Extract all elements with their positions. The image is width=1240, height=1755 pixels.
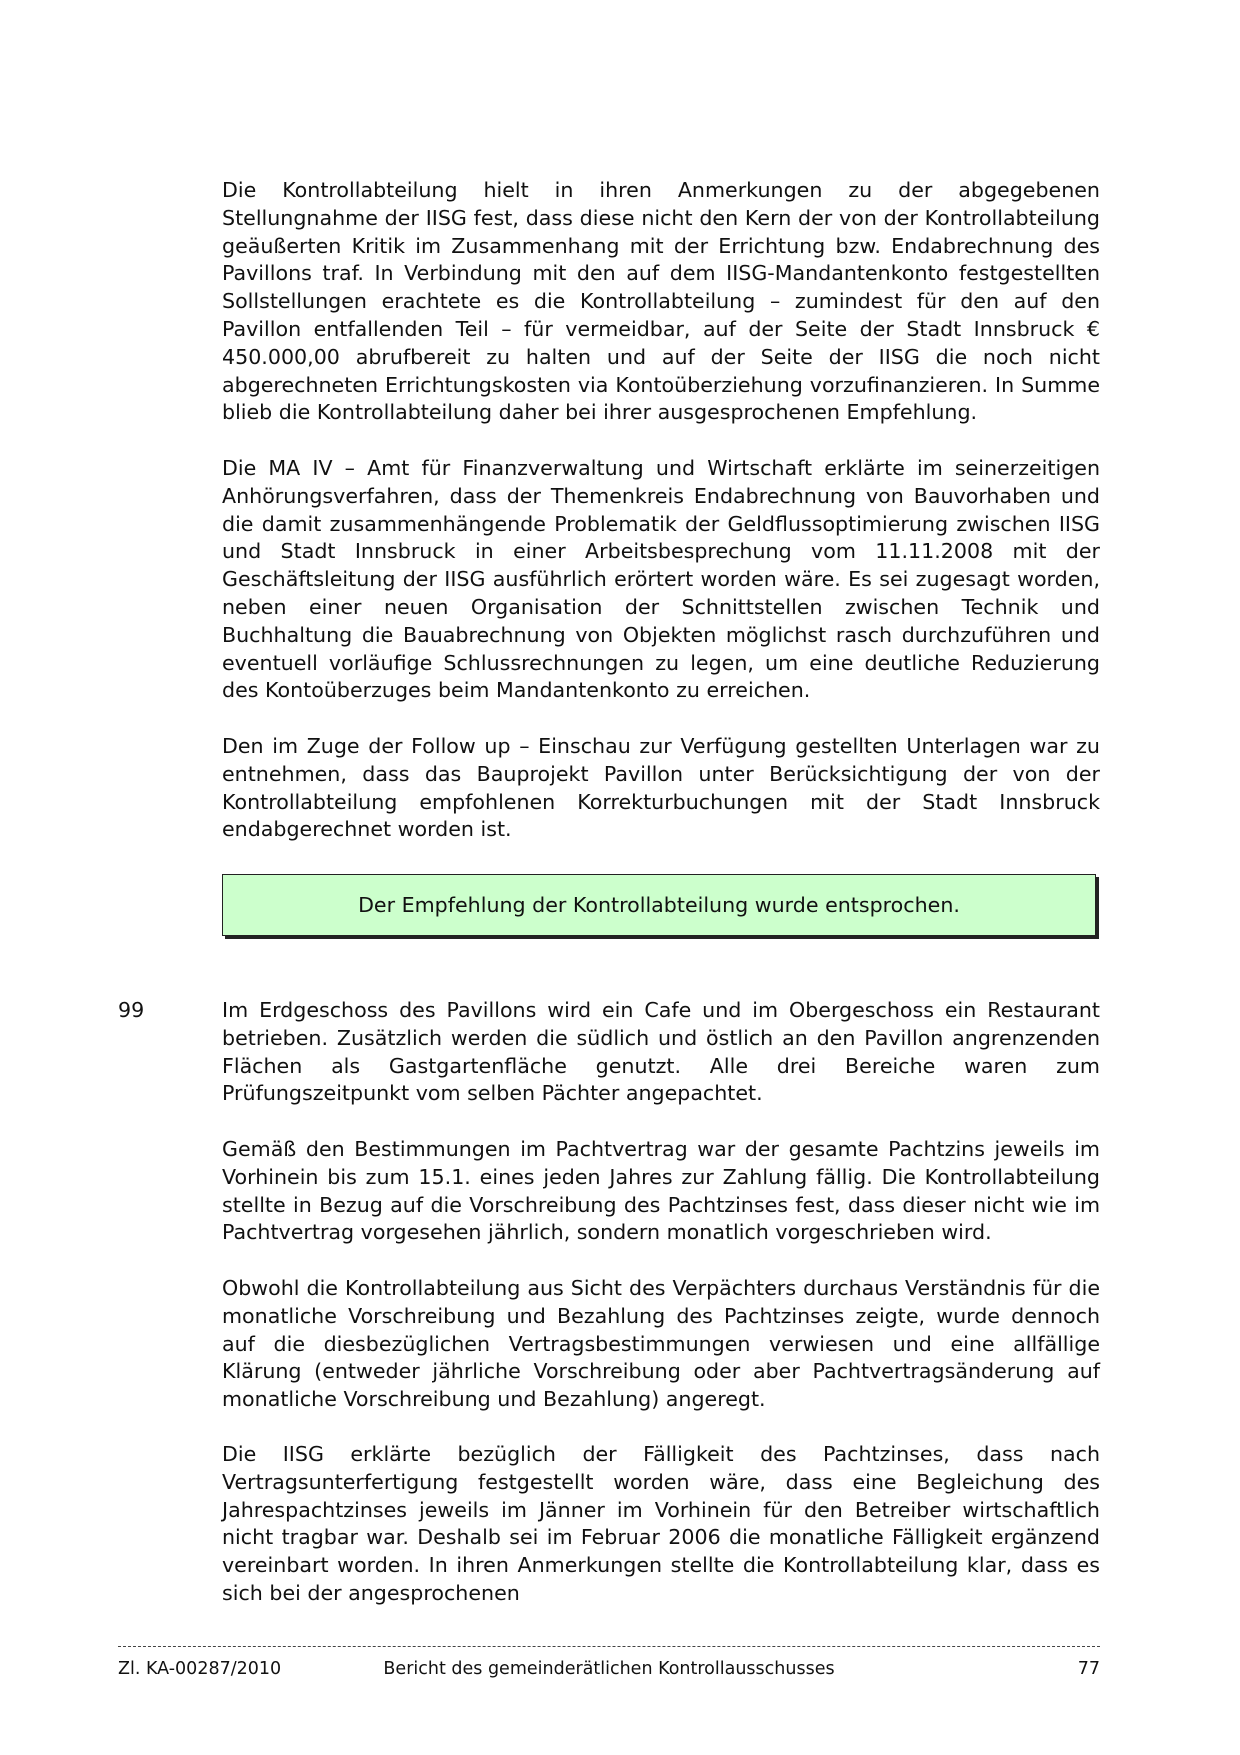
paragraph-pavillon-betrieb: Im Erdgeschoss des Pavillons wird ein Cafe und im Obergeschoss ein Restaurant betrieben. Zusätzlich werden die südlich und östlich an den Pavillon angrenzenden Flächen als Gastgartenfläche genutzt. Alle drei Bereiche waren zum Prüfungszeitpunkt vom selben Pächter angepachtet. [222,998,1100,1106]
footer-reference: Zl. KA-00287/2010 [118,1659,282,1679]
recommendation-status-text: Der Empfehlung der Kontrollabteilung wurde entsprochen. [358,893,960,917]
footer-title: Bericht des gemeinderätlichen Kontrollausschusses [383,1659,835,1679]
page-number: 77 [1077,1659,1100,1679]
paragraph-stellungnahme: Die Kontrollabteilung hielt in ihren Anmerkungen zu der abgegebenen Stellungnahme der IISG fest, dass diese nicht den Kern der von der Kontrollabteilung geäußerten Kritik im Zusammenhang mit der Errichtung bzw. Endabrechnung des Pavillons traf. In Verbindung mit den auf dem IISG-Mandantenkonto festgestellten Sollstellungen erachtete es die Kontrollabteilung – zumindest für den auf den Pavillon entfallenden Teil – für vermeidbar, auf der Seite der Stadt Innsbruck € 450.000,00 abrufbereit zu halten und auf der Seite der IISG die noch nicht abgerechneten Errichtungskosten via Kontoüberziehung vorzufinanzieren. In Summe blieb die Kontrollabteilung daher bei ihrer ausgesprochenen Empfehlung. [222,178,1100,425]
paragraph-ma-iv: Die MA IV – Amt für Finanzverwaltung und Wirtschaft erklärte im seinerzeitigen Anhörungsverfahren, dass der Themenkreis Endabrechnung von Bauvorhaben und die damit zusammenhängende Problematik der Geldflussoptimierung zwischen IISG und Stadt Innsbruck in einer Arbeitsbesprechung vom 11.11.2008 mit der Geschäftsleitung der IISG ausführlich erörtert worden wäre. Es sei zugesagt worden, neben einer neuen Organisation der Schnittstellen zwischen Technik und Buchhaltung die Bauabrechnung von Objekten möglichst rasch durchzuführen und eventuell vorläufige Schlussrechnungen zu legen, um eine deutliche Reduzierung des Kontoüberzuges beim Mandantenkonto zu erreichen. [222,456,1100,703]
paragraph-follow-up: Den im Zuge der Follow up – Einschau zur Verfügung gestellten Unterlagen war zu entnehmen, dass das Bauprojekt Pavillon unter Berücksichtigung der von der Kontrollabteilung empfohlenen Korrekturbuchungen mit der Stadt Innsbruck endabgerechnet worden ist. [222,734,1100,842]
section-number: 99 [118,998,145,1022]
paragraph-vorschreibung: Obwohl die Kontrollabteilung aus Sicht des Verpächters durchaus Verständnis für die monatliche Vorschreibung und Bezahlung des Pachtzinses zeigte, wurde dennoch auf die diesbezüglichen Vertragsbestimmungen verwiesen und eine allfällige Klärung (entweder jährliche Vorschreibung oder aber Pachtvertragsänderung auf monatliche Vorschreibung und Bezahlung) angeregt. [222,1276,1100,1412]
paragraph-pachtvertrag: Gemäß den Bestimmungen im Pachtvertrag war der gesamte Pachtzins jeweils im Vorhinein bis zum 15.1. eines jeden Jahres zur Zahlung fällig. Die Kontrollabteilung stellte in Bezug auf die Vorschreibung des Pachtzinses fest, dass dieser nicht wie im Pachtvertrag vorgesehen jährlich, sondern monatlich vorgeschrieben wird. [222,1137,1100,1245]
footer-divider [118,1646,1100,1647]
recommendation-status-box [222,874,1096,936]
paragraph-faelligkeit: Die IISG erklärte bezüglich der Fälligkeit des Pachtzinses, dass nach Vertragsunterfertigung festgestellt worden wäre, dass eine Begleichung des Jahrespachtzinses jeweils im Jänner im Vorhinein für den Betreiber wirtschaftlich nicht tragbar war. Deshalb sei im Februar 2006 die monatliche Fälligkeit ergänzend vereinbart worden. In ihren Anmerkungen stellte die Kontrollabteilung klar, dass es sich bei der angesprochenen [222,1442,1100,1605]
